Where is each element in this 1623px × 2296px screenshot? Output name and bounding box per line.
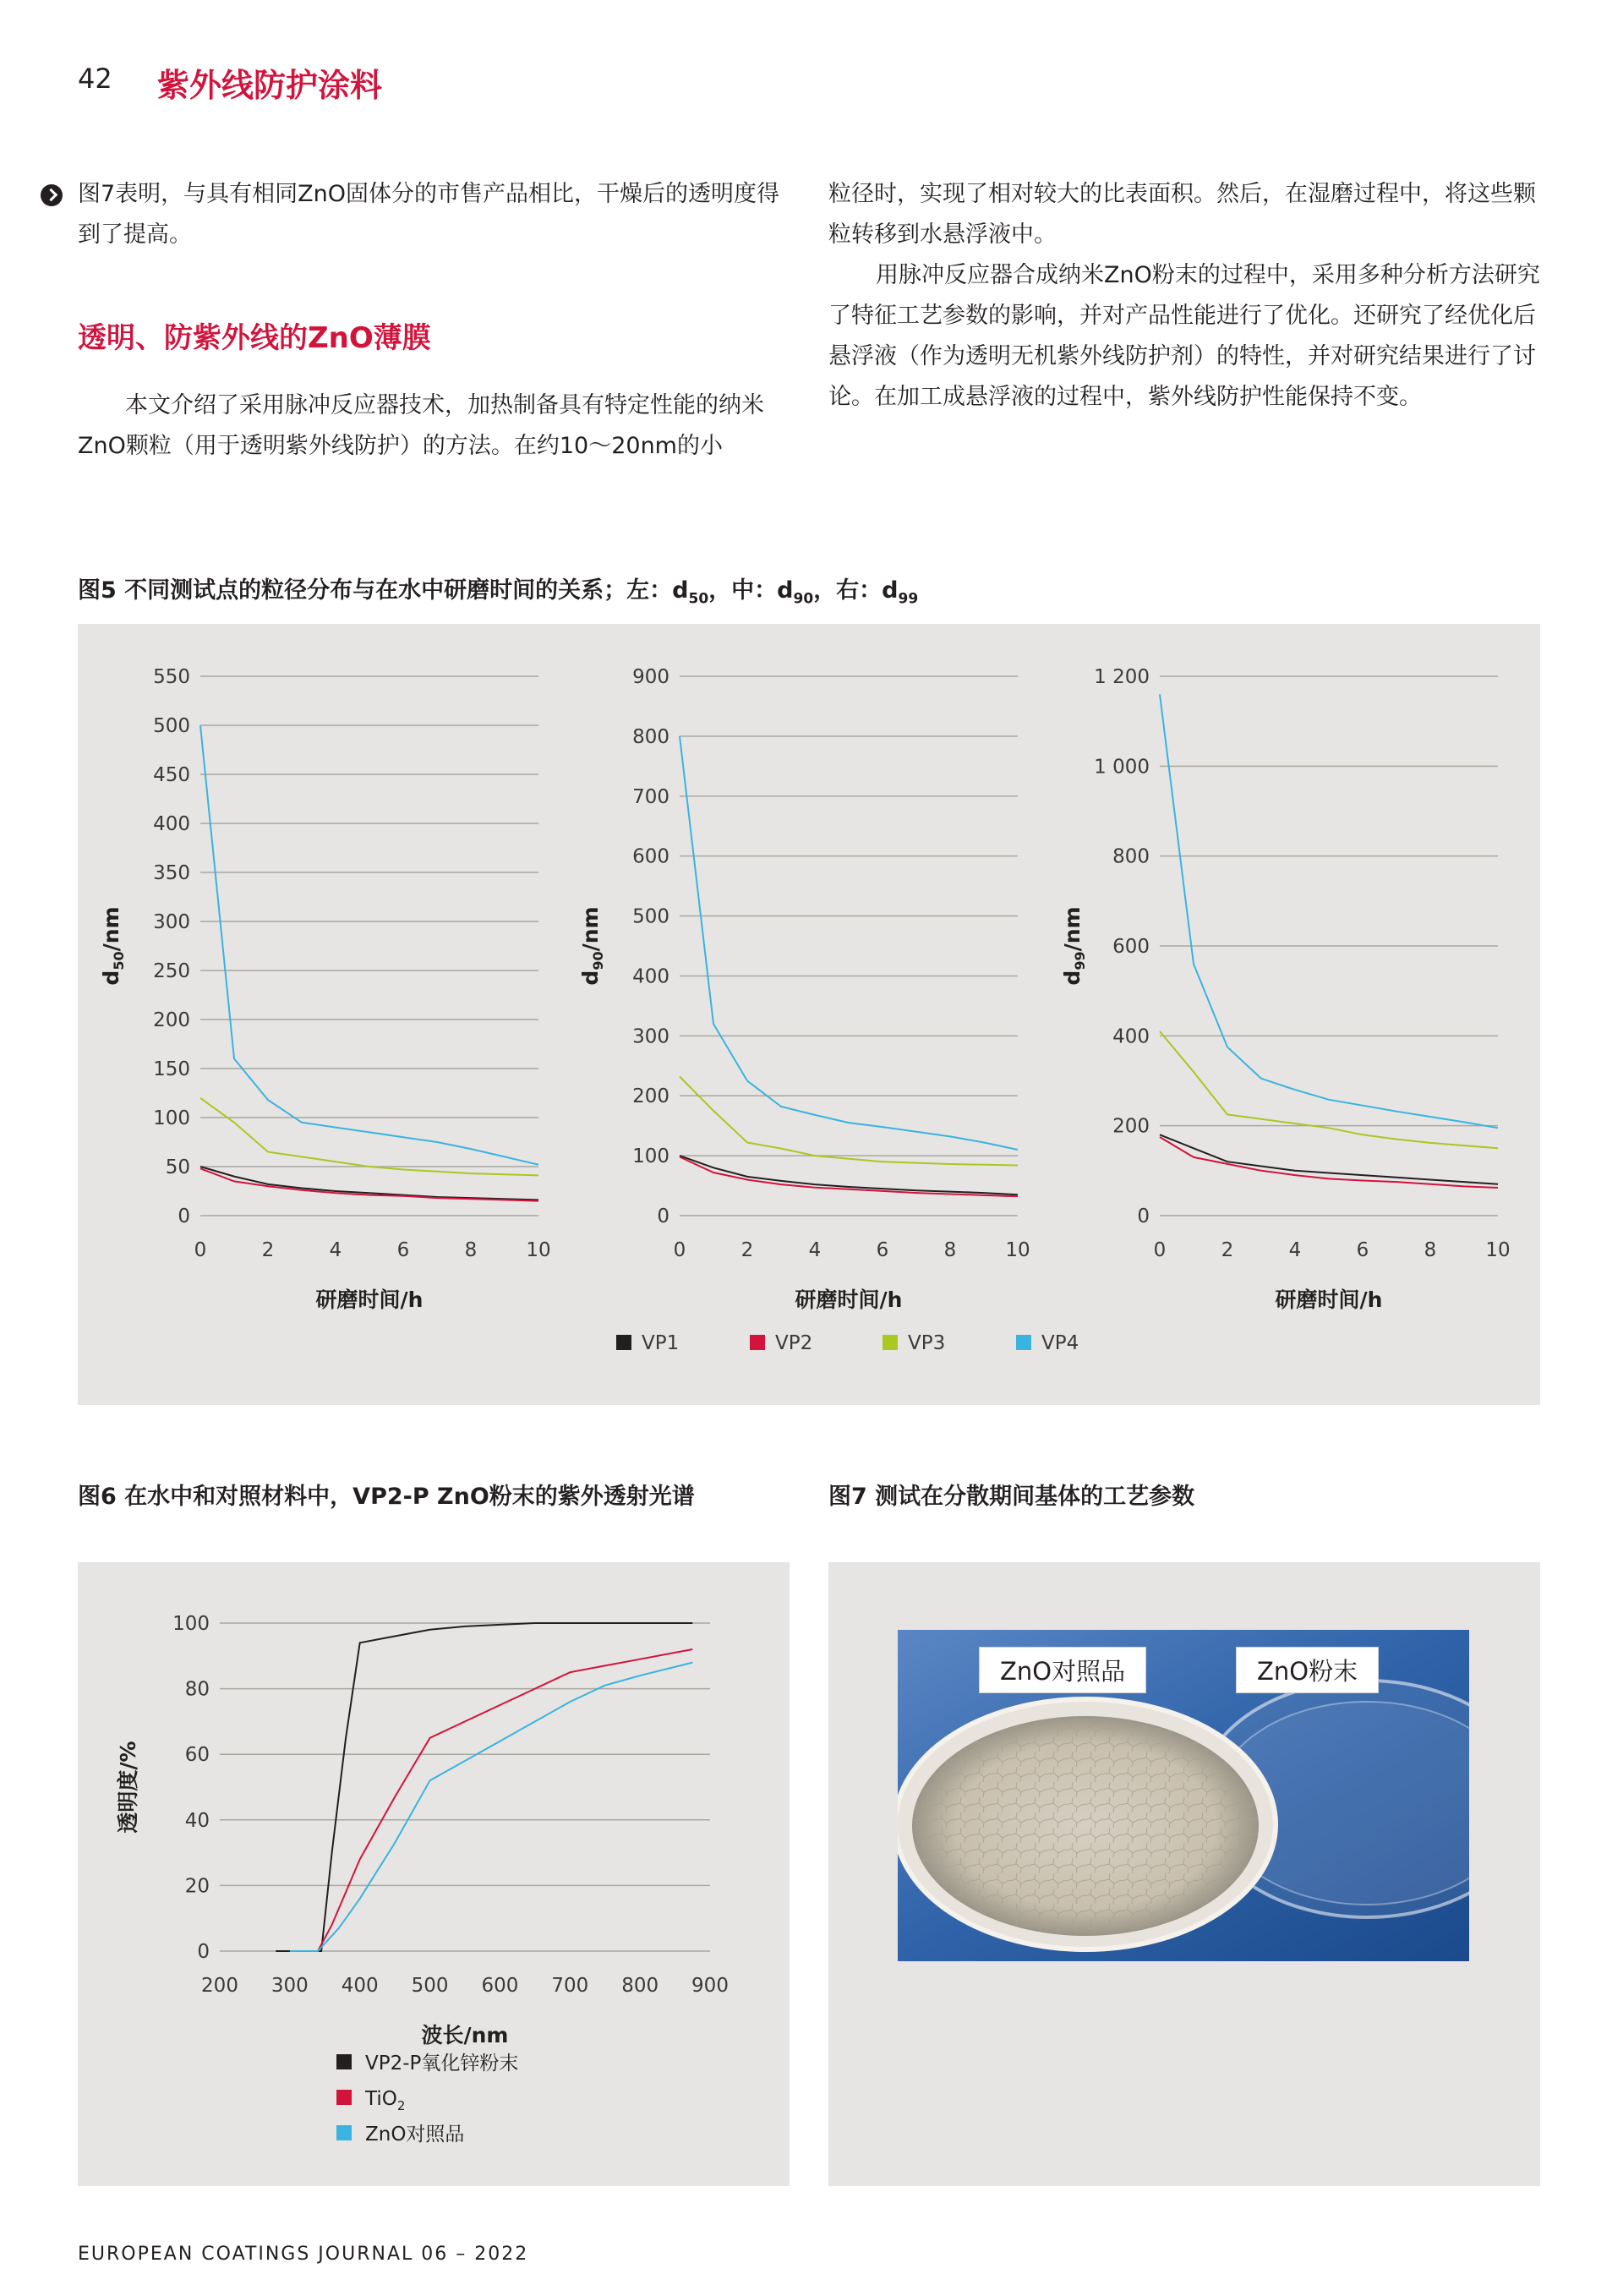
figure-5-panel (78, 624, 1540, 1405)
y-tick-label: 300 (632, 1025, 669, 1048)
series-line-VP4 (1160, 694, 1498, 1128)
y-tick-label: 80 (184, 1678, 210, 1701)
x-tick-label: 700 (551, 1975, 589, 1997)
figure-6-legend (336, 2053, 518, 2146)
x-tick-label: 200 (201, 1975, 238, 1997)
y-axis-label (1060, 906, 1088, 985)
x-tick-label: 10 (1005, 1239, 1030, 1261)
left-column (78, 174, 790, 255)
page-number: 42 (78, 63, 112, 95)
x-tick-label: 4 (808, 1239, 822, 1261)
fig5-caption-sub-90: 90 (793, 590, 814, 608)
fig5-caption-sub-50: 50 (688, 590, 709, 608)
y-axis-label-unit: /nm (578, 906, 603, 952)
y-axis-label-main: d (1060, 970, 1085, 986)
x-tick-label: 900 (691, 1975, 729, 1997)
x-axis-label: 研磨时间/h (795, 1287, 903, 1312)
y-axis-label-sub: 50 (111, 951, 127, 970)
legend-label-ZnO对照品 (365, 2124, 464, 2146)
running-header-title: 紫外线防护涂料 (157, 67, 383, 104)
y-axis-label (99, 906, 127, 985)
photo-label-left: ZnO对照品 (979, 1647, 1146, 1693)
legend-label-VP1: VP1 (642, 1332, 680, 1354)
y-tick-label: 450 (153, 764, 190, 786)
y-axis-label (578, 906, 606, 985)
legend-swatch-VP1 (616, 1335, 631, 1350)
y-tick-label: 200 (1112, 1115, 1150, 1138)
figure-5-charts (78, 624, 1540, 1405)
figure-6-panel (78, 1562, 790, 2186)
x-tick-label: 8 (464, 1239, 478, 1261)
y-tick-label: 60 (184, 1744, 210, 1767)
x-tick-label: 300 (270, 1975, 309, 1997)
y-axis-label-main: d (99, 970, 123, 986)
legend-swatch-VP2 (750, 1335, 765, 1350)
x-tick-label: 600 (481, 1975, 519, 1997)
x-tick-label: 500 (411, 1975, 449, 1997)
y-tick-label: 300 (153, 911, 190, 933)
y-tick-label: 100 (153, 1107, 190, 1129)
y-tick-label: 200 (632, 1085, 669, 1108)
x-tick-label: 400 (341, 1975, 379, 1997)
y-tick-label: 40 (184, 1809, 210, 1832)
legend-label-VP4: VP4 (1041, 1332, 1079, 1354)
y-tick-label: 700 (632, 785, 669, 808)
y-tick-label: 0 (178, 1205, 190, 1227)
figure-5-caption (78, 571, 918, 607)
photo-label-right: ZnO粉末 (1236, 1647, 1379, 1693)
x-tick-label: 4 (1288, 1239, 1302, 1261)
fig5-caption-sub-99: 99 (898, 590, 919, 608)
legend-label-VP2-P氧化锌粉末 (365, 2053, 518, 2075)
legend-label-sub: 2 (396, 2098, 406, 2113)
legend-label-main: ZnO对照品 (365, 2124, 465, 2146)
y-tick-label: 800 (632, 725, 669, 748)
x-tick-label: 10 (526, 1239, 551, 1261)
series-line-VP2-P氧化锌粉末 (276, 1623, 692, 1951)
left-paragraph-1: 图7表明，与具有相同ZnO固体分的市售产品相比，干燥后的透明度得到了提高。 (78, 181, 780, 248)
figure-5-legend (616, 1332, 1079, 1354)
figure-7-caption: 图7 测试在分散期间基体的工艺参数 (828, 1484, 1195, 1510)
series-line-VP3 (200, 1098, 538, 1176)
y-tick-label: 1 000 (1094, 756, 1150, 779)
series-line-VP1 (1160, 1134, 1498, 1184)
y-axis-label-sub: 99 (1072, 951, 1088, 970)
y-tick-label: 600 (632, 845, 669, 868)
y-tick-label: 200 (153, 1009, 190, 1031)
series-line-VP3 (1160, 1031, 1498, 1148)
chart-d99 (1060, 666, 1511, 1312)
y-tick-label: 400 (1112, 1025, 1150, 1048)
y-tick-label: 100 (172, 1613, 210, 1635)
y-tick-label: 0 (657, 1205, 669, 1227)
right-paragraph-2: 用脉冲反应器合成纳米ZnO粉末的过程中，采用多种分析方法研究了特征工艺参数的影响，并对产品性能进行了优化。还研究了经优化后悬浮液（作为透明无机紫外线防护剂）的特性，并对研究结果进行了讨论。在加工成悬浮液的过程中，紫外线防护性能保持不变。 (828, 262, 1540, 410)
x-tick-label: 2 (740, 1239, 754, 1261)
x-tick-label: 6 (876, 1239, 889, 1261)
figure-6-chart (78, 1562, 790, 2186)
fig5-caption-mid2: ，右：d (813, 577, 899, 604)
x-axis-label: 研磨时间/h (315, 1287, 424, 1312)
y-axis-label-sub: 90 (590, 951, 606, 970)
y-tick-label: 400 (153, 813, 190, 835)
page-footer: EUROPEAN COATINGS JOURNAL 06 – 2022 (78, 2244, 529, 2265)
y-tick-label: 20 (184, 1875, 210, 1898)
y-tick-label: 50 (165, 1156, 190, 1178)
x-axis-label: 波长/nm (421, 2023, 509, 2047)
y-tick-label: 0 (1137, 1205, 1150, 1227)
x-tick-label: 800 (621, 1975, 659, 1997)
series-line-TiO (290, 1649, 692, 1951)
y-axis-label-unit: /nm (1060, 906, 1085, 952)
series-line-VP2 (680, 1157, 1018, 1197)
reference-dish-cracks (912, 1716, 1259, 1936)
y-tick-label: 600 (1112, 936, 1150, 958)
legend-swatch-VP3 (883, 1335, 898, 1350)
x-tick-label: 10 (1485, 1239, 1511, 1261)
x-tick-label: 8 (1424, 1239, 1437, 1261)
series-line-VP4 (680, 736, 1018, 1150)
right-column (828, 174, 1540, 418)
legend-label-main: VP2-P氧化锌粉末 (365, 2053, 519, 2075)
legend-swatch-TiO (336, 2090, 352, 2105)
petri-dish-photo (898, 1630, 1469, 1961)
legend-swatch-VP4 (1016, 1335, 1031, 1350)
x-tick-label: 2 (261, 1239, 275, 1261)
y-tick-label: 400 (632, 965, 669, 988)
left-paragraph-2: 本文介绍了采用脉冲反应器技术，加热制备具有特定性能的纳米ZnO颗粒（用于透明紫外线防护）的方法。在约10～20nm的小 (78, 392, 764, 459)
chart-d50 (99, 666, 551, 1312)
figure-7-panel (828, 1562, 1540, 2186)
fig5-caption-mid: ，中：d (708, 577, 794, 604)
legend-label-main: TiO (365, 2088, 397, 2110)
y-tick-label: 500 (153, 715, 190, 737)
y-tick-label: 1 200 (1094, 666, 1150, 688)
legend-swatch-VP2-P氧化锌粉末 (336, 2054, 352, 2069)
legend-label-TiO (364, 2088, 405, 2113)
arrow-bullet-icon (41, 184, 63, 206)
chart-d90 (578, 666, 1030, 1312)
legend-swatch-ZnO对照品 (336, 2125, 352, 2140)
chart-uv-transmission (116, 1613, 729, 2047)
x-tick-label: 0 (1153, 1239, 1167, 1261)
x-axis-label: 研磨时间/h (1275, 1287, 1383, 1312)
y-axis-label-main: 透明度/% (116, 1741, 140, 1834)
y-tick-label: 100 (632, 1145, 669, 1168)
x-tick-label: 2 (1221, 1239, 1234, 1261)
y-tick-label: 250 (153, 960, 190, 982)
y-tick-label: 150 (153, 1058, 190, 1080)
fig5-caption-text: 图5 不同测试点的粒径分布与在水中研磨时间的关系；左：d (78, 577, 689, 604)
y-axis-label-main: d (578, 970, 603, 986)
section-heading: 透明、防紫外线的ZnO薄膜 (78, 321, 431, 355)
series-line-VP4 (200, 725, 538, 1165)
legend-label-VP2: VP2 (775, 1332, 813, 1354)
y-tick-label: 550 (153, 666, 190, 688)
y-axis-label (116, 1741, 140, 1833)
x-tick-label: 0 (194, 1239, 207, 1261)
x-tick-label: 6 (1356, 1239, 1369, 1261)
y-tick-label: 500 (632, 905, 669, 928)
x-tick-label: 8 (943, 1239, 957, 1261)
x-tick-label: 4 (329, 1239, 342, 1261)
y-axis-label-unit: /nm (99, 906, 123, 952)
left-column-lower (78, 385, 790, 467)
y-tick-label: 350 (153, 862, 190, 884)
right-paragraph-1: 粒径时，实现了相对较大的比表面积。然后，在湿磨过程中，将这些颗粒转移到水悬浮液中。 (828, 181, 1536, 248)
series-line-VP3 (680, 1077, 1018, 1166)
figure-6-caption: 图6 在水中和对照材料中，VP2-P ZnO粉末的紫外透射光谱 (78, 1484, 695, 1510)
legend-label-VP3: VP3 (908, 1332, 946, 1354)
y-tick-label: 0 (197, 1941, 210, 1963)
x-tick-label: 0 (673, 1239, 686, 1261)
y-tick-label: 800 (1112, 845, 1150, 868)
x-tick-label: 6 (396, 1239, 410, 1261)
y-tick-label: 900 (632, 666, 669, 688)
